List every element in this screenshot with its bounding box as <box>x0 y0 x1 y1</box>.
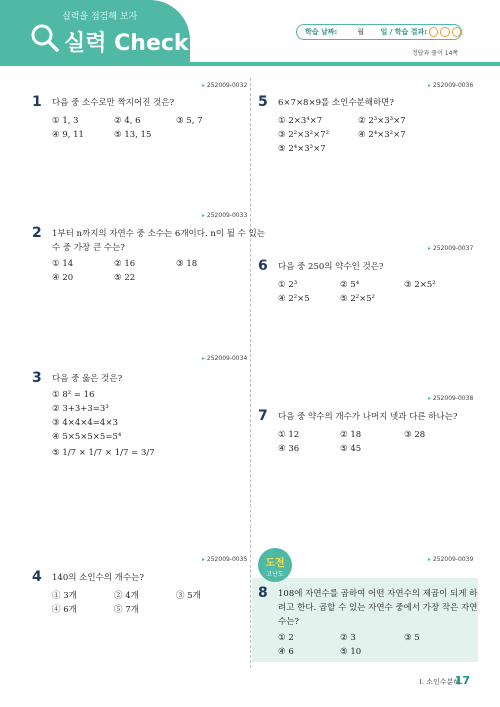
question-number: 8 <box>258 585 268 601</box>
option[interactable]: ① 8² = 16 <box>52 390 95 400</box>
option[interactable]: ③ 18 <box>176 259 198 269</box>
question-text: 다음 중 약수의 개수가 나머지 넷과 다른 하나는? <box>278 412 458 422</box>
question-code: ▸ 252009-0034 <box>202 355 247 362</box>
month-label: 월 <box>357 28 365 36</box>
option[interactable]: ⑤ 10 <box>340 647 362 657</box>
question-text: 1부터 n까지의 자연수 중 소수는 6개이다. n이 될 수 있는 <box>52 229 266 239</box>
page-title: 실력 Check <box>64 31 189 56</box>
option[interactable]: ② 5⁴ <box>340 280 360 290</box>
option[interactable]: ③ 28 <box>404 430 426 440</box>
option[interactable]: ③ 5 <box>404 633 420 643</box>
study-record-box <box>296 24 462 40</box>
option[interactable]: ① 1, 3 <box>52 116 79 126</box>
option[interactable]: ② 4, 6 <box>114 116 141 126</box>
page-number: 17 <box>454 674 470 687</box>
option[interactable]: ② 18 <box>340 430 362 440</box>
option[interactable]: ② 2³×3³×7 <box>358 116 406 126</box>
option[interactable]: ④ 6 <box>278 647 294 657</box>
question-text: 140의 소인수의 개수는? <box>52 573 144 583</box>
option[interactable]: ③ 2²×3²×7² <box>278 130 330 140</box>
study-date-label: 학습 날짜: <box>305 28 338 36</box>
option[interactable]: ④ 2⁴×3²×7 <box>358 130 406 140</box>
question-text: 다음 중 옳은 것은? <box>52 374 123 384</box>
question-code: ▸ 252009-0032 <box>202 82 247 89</box>
question-text: 수는? <box>278 617 299 627</box>
option[interactable]: ③ 5, 7 <box>176 116 203 126</box>
option[interactable]: ⑤ 2²×5² <box>340 294 376 304</box>
option[interactable]: ③ 2×5² <box>404 280 436 290</box>
option[interactable]: ① 2 <box>278 633 294 643</box>
question-number: 2 <box>32 225 42 241</box>
column-divider <box>250 78 251 668</box>
question-code: ▸ 252009-0038 <box>428 395 473 402</box>
option[interactable]: ① 2³ <box>278 280 298 290</box>
option[interactable]: ③ 5개 <box>176 591 201 601</box>
option[interactable]: ④ 2²×5 <box>278 294 310 304</box>
day-result-label: 일 / 학습 결과: <box>380 28 428 36</box>
question-text: 108에 자연수를 곱하여 어떤 자연수의 제곱이 되게 하 <box>278 589 478 599</box>
question-text: 6×7×8×9를 소인수분해하면? <box>278 98 394 108</box>
option[interactable]: ② 4개 <box>114 591 139 601</box>
question-code: ▸ 252009-0033 <box>202 212 247 219</box>
question-text: 다음 중 소수로만 짝지어진 것은? <box>52 98 175 108</box>
option[interactable]: ① 14 <box>52 259 74 269</box>
header-subtitle: 실력을 점검해 보자 <box>62 12 138 22</box>
option[interactable]: ① 2×3⁴×7 <box>278 116 323 126</box>
option[interactable]: ⑤ 13, 15 <box>114 130 152 140</box>
question-number: 1 <box>32 94 42 110</box>
option[interactable]: ⑤ 2⁴×3³×7 <box>278 144 326 154</box>
question-number: 7 <box>258 408 268 424</box>
option[interactable]: ④ 9, 11 <box>52 130 84 140</box>
challenge-badge <box>258 548 292 582</box>
option[interactable]: ⑤ 7개 <box>114 605 139 615</box>
option[interactable]: ④ 20 <box>52 273 74 283</box>
answer-reference: 정답과 풀이 14쪽 <box>412 50 459 57</box>
chapter-label: I. 소인수분해 <box>419 678 460 686</box>
smiley-neutral-icon[interactable] <box>440 27 449 37</box>
search-icon <box>30 23 60 53</box>
smiley-sad-icon[interactable] <box>452 27 461 37</box>
smiley-happy-icon[interactable] <box>429 27 438 37</box>
badge-title: 도전 <box>265 558 285 569</box>
question-text: 다음 중 250의 약수인 것은? <box>278 262 384 272</box>
question-text: 수 중 가장 큰 수는? <box>52 243 125 253</box>
question-number: 3 <box>32 370 42 386</box>
question-code: ▸ 252009-0037 <box>428 245 473 252</box>
option[interactable]: ⑤ 22 <box>114 273 136 283</box>
option[interactable]: ② 3+3+3=3³ <box>52 404 109 414</box>
option[interactable]: ③ 4×4×4=4×3 <box>52 418 118 428</box>
question-code: ▸ 252009-0036 <box>428 82 473 89</box>
question-text: 려고 한다. 곱할 수 있는 자연수 중에서 가장 작은 자연 <box>278 603 478 613</box>
option[interactable]: ② 3 <box>340 633 356 643</box>
question-number: 6 <box>258 258 268 274</box>
option[interactable]: ④ 6개 <box>52 605 77 615</box>
option[interactable]: ② 16 <box>114 259 136 269</box>
option[interactable]: ① 12 <box>278 430 300 440</box>
question-code: ▸ 252009-0035 <box>202 556 247 563</box>
option[interactable]: ⑤ 45 <box>340 444 362 454</box>
question-number: 5 <box>258 94 268 110</box>
header-band <box>0 62 500 66</box>
question-code: ▸ 252009-0039 <box>428 556 473 563</box>
badge-subtitle: 고난도 <box>266 571 284 578</box>
option[interactable]: ⑤ 1/7 × 1/7 × 1/7 = 3/7 <box>52 448 155 458</box>
question-number: 4 <box>32 569 42 585</box>
option[interactable]: ④ 5×5×5×5=5⁴ <box>52 432 122 442</box>
option[interactable]: ① 3개 <box>52 591 77 601</box>
option[interactable]: ④ 36 <box>278 444 300 454</box>
